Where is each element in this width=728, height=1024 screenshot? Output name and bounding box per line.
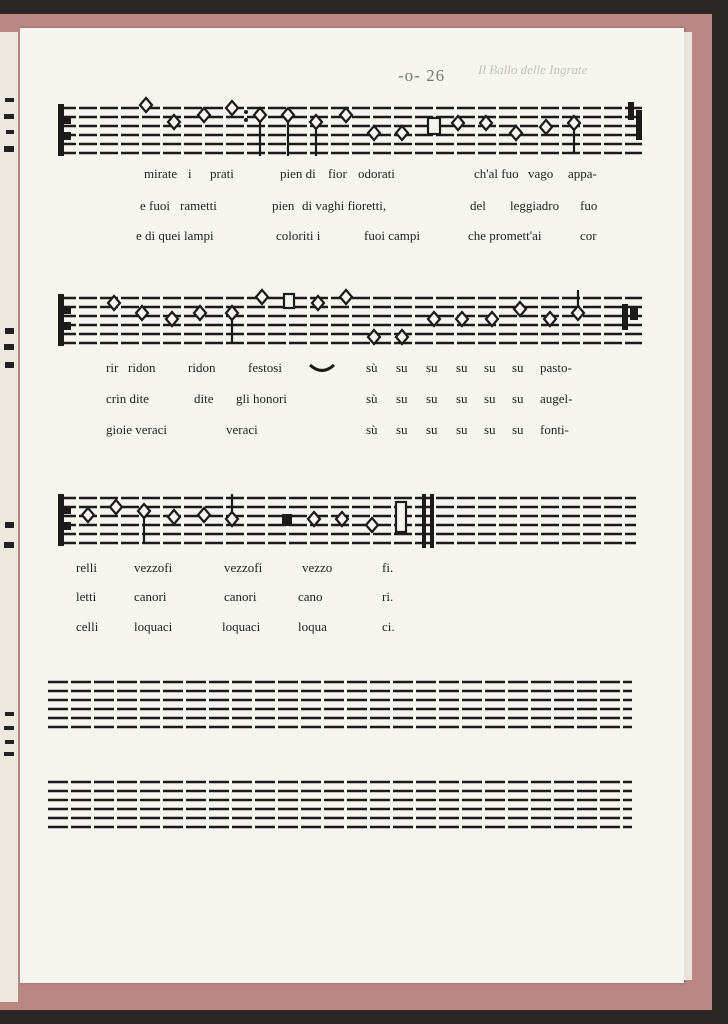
lyric-syllable: ci. bbox=[382, 619, 395, 634]
lyric-syllable: canori bbox=[224, 589, 257, 604]
lyric-syllable: e di quei lampi bbox=[136, 228, 214, 243]
lyric-syllable: del bbox=[470, 198, 486, 213]
lyric-syllable: ridon bbox=[128, 360, 156, 375]
clef-icon bbox=[58, 104, 71, 156]
lyric-syllable: su bbox=[396, 391, 408, 406]
lyric-syllable: su bbox=[456, 422, 468, 437]
lyric-syllable: odorati bbox=[358, 166, 395, 181]
lyric-syllable: pien di bbox=[280, 166, 316, 181]
lyric-syllable: su bbox=[512, 422, 524, 437]
lyric-syllable: letti bbox=[76, 589, 97, 604]
lyric-syllable: fuo bbox=[580, 198, 598, 213]
lyric-syllable: celli bbox=[76, 619, 99, 634]
margin-notation-mark bbox=[2, 94, 16, 164]
music-staff-1 bbox=[56, 96, 646, 162]
lyric-syllable: rametti bbox=[180, 198, 217, 213]
lyric-syllable: loqua bbox=[298, 619, 327, 634]
lyric-syllable: appa- bbox=[568, 166, 597, 181]
lyric-syllable: su bbox=[426, 391, 438, 406]
clef-icon bbox=[58, 294, 71, 346]
lyric-syllable: i bbox=[188, 166, 192, 181]
longa-note bbox=[396, 502, 406, 532]
lyric-syllable: leggiadro bbox=[510, 198, 560, 213]
note-heads bbox=[140, 98, 580, 140]
lyric-syllable: augel- bbox=[540, 391, 573, 406]
lyric-syllable: vezzo bbox=[302, 560, 333, 575]
lyric-syllable: relli bbox=[76, 560, 97, 575]
lyric-syllable: su bbox=[426, 422, 438, 437]
folio-number: -o- 26 bbox=[398, 66, 446, 85]
margin-notation-mark bbox=[2, 708, 16, 760]
lyric-syllable: vezzofi bbox=[224, 560, 263, 575]
lyric-syllable: veraci bbox=[226, 422, 258, 437]
clef-icon bbox=[58, 494, 71, 546]
lyric-syllable: su bbox=[396, 360, 408, 375]
lyric-syllable: loquaci bbox=[134, 619, 173, 634]
lyric-syllable: prati bbox=[210, 166, 234, 181]
note-stems bbox=[144, 494, 232, 544]
lyric-syllable: ch'al fuo bbox=[474, 166, 519, 181]
lyric-syllable: fior bbox=[328, 166, 347, 181]
lyric-syllable: ri. bbox=[382, 589, 394, 604]
lyric-syllable: su bbox=[484, 360, 496, 375]
lyric-syllable: canori bbox=[134, 589, 167, 604]
lyric-syllable: vago bbox=[528, 166, 554, 181]
ligature-tie-icon bbox=[308, 362, 336, 374]
lyric-syllable: cano bbox=[298, 589, 323, 604]
lyric-syllable: festosi bbox=[248, 360, 282, 375]
lyric-syllable: loquaci bbox=[222, 619, 261, 634]
lyric-syllable: mirate bbox=[144, 166, 178, 181]
margin-notation-mark bbox=[2, 324, 16, 384]
lyric-syllable: dite bbox=[194, 391, 214, 406]
lyric-syllable: gioie veraci bbox=[106, 422, 167, 437]
empty-staff-4 bbox=[46, 676, 636, 734]
filled-note bbox=[282, 514, 292, 526]
empty-staff-5 bbox=[46, 776, 636, 836]
lyric-syllable: su bbox=[426, 360, 438, 375]
lyric-syllable: su bbox=[456, 391, 468, 406]
lyric-syllable: cor bbox=[580, 228, 597, 243]
lyric-syllable: fonti- bbox=[540, 422, 569, 437]
lyric-syllable: e fuoi bbox=[140, 198, 170, 213]
lyric-syllable: pasto- bbox=[540, 360, 572, 375]
lyric-syllable: su bbox=[396, 422, 408, 437]
music-staff-2 bbox=[56, 286, 646, 352]
lyric-syllable: pien bbox=[272, 198, 295, 213]
lyric-syllable: sù bbox=[366, 391, 378, 406]
lyric-syllable: su bbox=[456, 360, 468, 375]
lyric-syllable: crin dite bbox=[106, 391, 149, 406]
lyric-syllable: su bbox=[512, 391, 524, 406]
lyric-syllable: fi. bbox=[382, 560, 394, 575]
lyric-syllable: che promett'ai bbox=[468, 228, 542, 243]
breve-note bbox=[428, 118, 440, 134]
lyric-syllable: di vaghi fioretti, bbox=[302, 198, 387, 213]
lyric-syllable: sù bbox=[366, 360, 378, 375]
lyric-syllable: vezzofi bbox=[134, 560, 173, 575]
lyric-syllable: sù bbox=[366, 422, 378, 437]
lyric-syllable: gli honori bbox=[236, 391, 287, 406]
page-fore-edge bbox=[684, 32, 692, 980]
margin-notation-mark bbox=[2, 518, 16, 568]
lyric-syllable: su bbox=[484, 391, 496, 406]
music-staff-3 bbox=[56, 486, 640, 552]
lyric-syllable: su bbox=[484, 422, 496, 437]
lyric-syllable: coloriti i bbox=[276, 228, 321, 243]
lyric-syllable: ridon bbox=[188, 360, 216, 375]
final-barline-icon bbox=[422, 494, 434, 548]
previous-page-edge bbox=[0, 32, 18, 1002]
show-through-heading: Il Ballo delle Ingrate bbox=[478, 62, 588, 77]
lyric-syllable: fuoi campi bbox=[364, 228, 420, 243]
lyric-syllable: rir bbox=[106, 360, 119, 375]
breve-note bbox=[284, 294, 294, 308]
lyric-syllable: su bbox=[512, 360, 524, 375]
